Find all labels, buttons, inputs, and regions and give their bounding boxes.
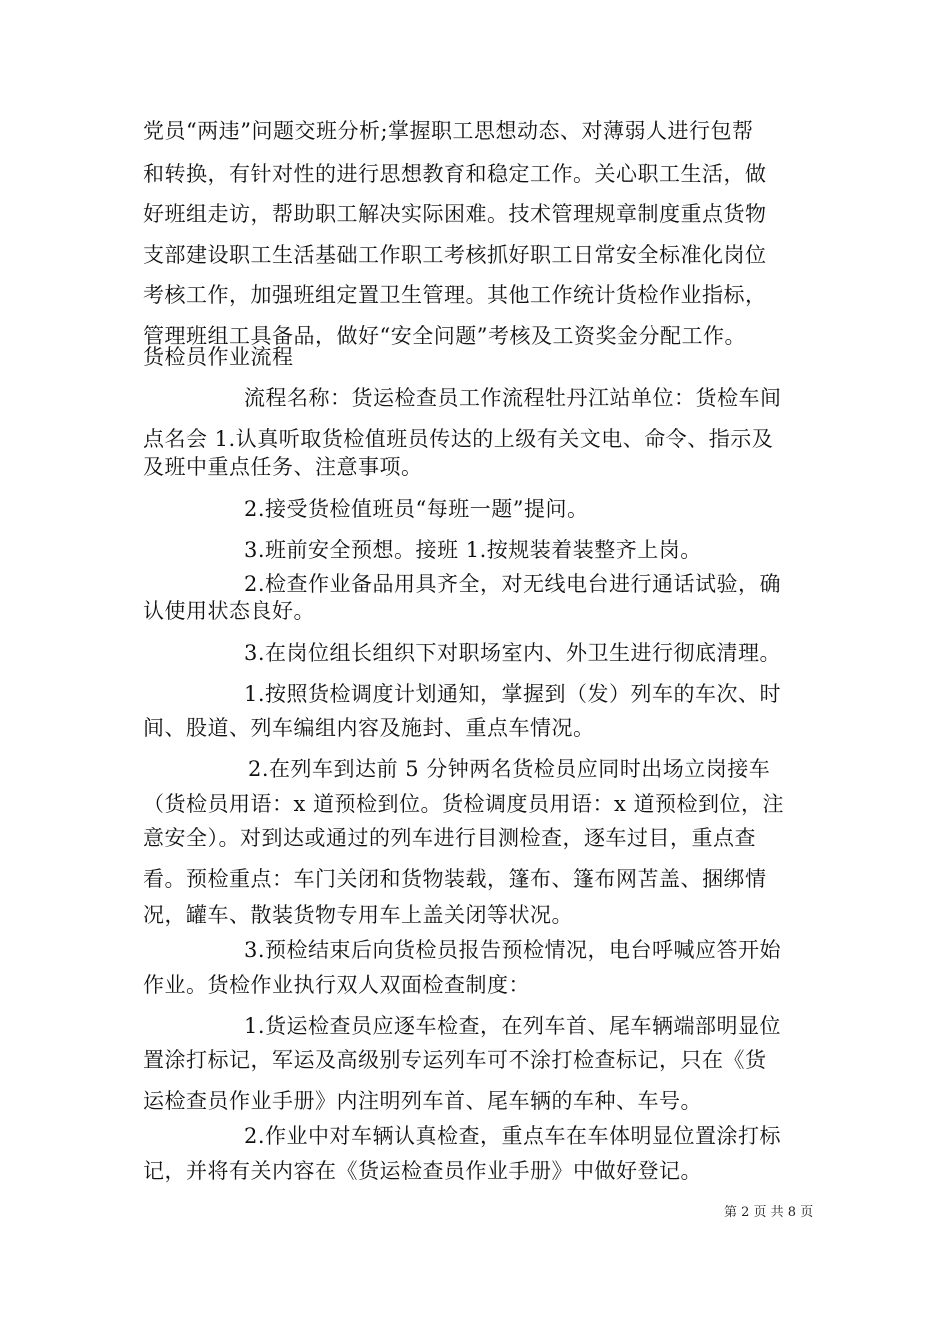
page-number-footer: 第 2 页 共 8 页 (724, 1205, 814, 1220)
body-text-line: 运检查员作业手册》内注明列车首、尾车辆的车种、车号。 (143, 1089, 702, 1113)
body-text-line: 意安全）。对到达或通过的列车进行目测检查，逐车过目，重点查 (143, 826, 756, 850)
body-text-line: 间、股道、列车编组内容及施封、重点车情况。 (143, 716, 595, 740)
body-text-line: 点名会 1.认真听取货检值班员传达的上级有关文电、命令、指示及 (143, 427, 774, 451)
body-text-line: 管理班组工具备品，做好“安全问题”考核及工资奖金分配工作。 (143, 324, 746, 348)
body-text-line: 党员“两违”问题交班分析;掌握职工思想动态、对薄弱人进行包帮 (143, 119, 754, 143)
body-text-line: 1.货运检查员应逐车检查，在列车首、尾车辆端部明显位 (244, 1014, 782, 1038)
body-text-line: 认使用状态良好。 (143, 599, 315, 623)
body-text-line: 作业。货检作业执行双人双面检查制度： (143, 973, 530, 997)
section-heading: 货检员作业流程 (143, 345, 294, 369)
body-text-line: 记，并将有关内容在《货运检查员作业手册》中做好登记。 (143, 1159, 702, 1183)
body-text-line: 和转换，有针对性的进行思想教育和稳定工作。关心职工生活，做 (143, 162, 767, 186)
body-text-line: 2.作业中对车辆认真检查，重点车在车体明显位置涂打标 (244, 1124, 782, 1148)
body-text-line: 好班组走访，帮助职工解决实际困难。技术管理规章制度重点货物 (143, 202, 767, 226)
body-text-line: 流程名称：货运检查员工作流程牡丹江站单位：货检车间 (244, 386, 782, 410)
body-text-line: 及班中重点任务、注意事项。 (143, 455, 423, 479)
body-text-line: 3.在岗位组长组织下对职场室内、外卫生进行彻底清理。 (244, 641, 782, 665)
body-text-line: 置涂打标记，军运及高级别专运列车可不涂打检查标记，只在《货 (143, 1048, 767, 1072)
body-text-line: 1.按照货检调度计划通知，掌握到（发）列车的车次、时 (244, 682, 782, 706)
body-text-line: 3.班前安全预想。接班 1.按规装着装整齐上岗。 (244, 538, 702, 562)
body-text-line: 支部建设职工生活基础工作职工考核抓好职工日常安全标准化岗位 (143, 243, 767, 267)
body-text-line: 况，罐车、散装货物专用车上盖关闭等状况。 (143, 903, 573, 927)
body-text-line: 2.检查作业备品用具齐全，对无线电台进行通话试验，确 (244, 572, 782, 596)
body-text-line: 2.接受货检值班员“每班一题”提问。 (244, 497, 589, 521)
body-text-line: 考核工作，加强班组定置卫生管理。其他工作统计货检作业指标， (143, 283, 767, 307)
body-text-line: 3.预检结束后向货检员报告预检情况，电台呼喊应答开始 (244, 938, 782, 962)
body-text-line: 2.在列车到达前 5 分钟两名货检员应同时出场立岗接车 (248, 757, 771, 781)
body-text-line: 看。预检重点：车门关闭和货物装载，篷布、篷布网苫盖、捆绑情 (143, 867, 767, 891)
body-text-line: （货检员用语：x 道预检到位。货检调度员用语：x 道预检到位，注 (143, 792, 785, 816)
